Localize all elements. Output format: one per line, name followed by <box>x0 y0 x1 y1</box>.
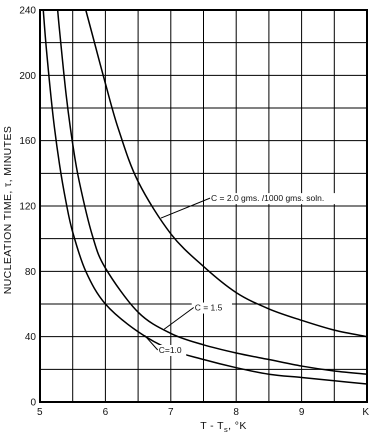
x-tick-label: 8 <box>233 407 239 418</box>
annotations <box>145 193 357 356</box>
y-tick-label: 40 <box>24 332 36 344</box>
series-annotation: C = 2.0 gms. /1000 gms. soln. <box>211 193 325 204</box>
annotation-leader <box>161 198 210 218</box>
y-tick-label: 240 <box>19 5 36 17</box>
x-tick-label: K <box>362 407 369 418</box>
tick-labels <box>19 6 369 419</box>
y-tick-label: 0 <box>30 397 36 409</box>
series-annotation: C = 1.5 <box>194 302 223 313</box>
x-tick-label: 6 <box>102 407 109 418</box>
x-tick-label: 5 <box>37 407 43 418</box>
y-tick-label: 120 <box>19 201 36 213</box>
x-tick-label: 9 <box>298 407 305 418</box>
annotation-leader <box>164 308 193 330</box>
y-tick-label: 200 <box>19 70 36 82</box>
series-annotation: C=1.0 <box>158 345 182 355</box>
grid <box>40 10 367 402</box>
y-axis-label: NUCLEATION TIME, τ, MINUTES <box>2 125 14 295</box>
x-axis-label: T - $T_s$, °K <box>200 420 247 433</box>
y-tick-label: 160 <box>19 136 36 148</box>
y-tick-label: 80 <box>24 266 36 278</box>
x-tick-label: 7 <box>168 407 174 418</box>
